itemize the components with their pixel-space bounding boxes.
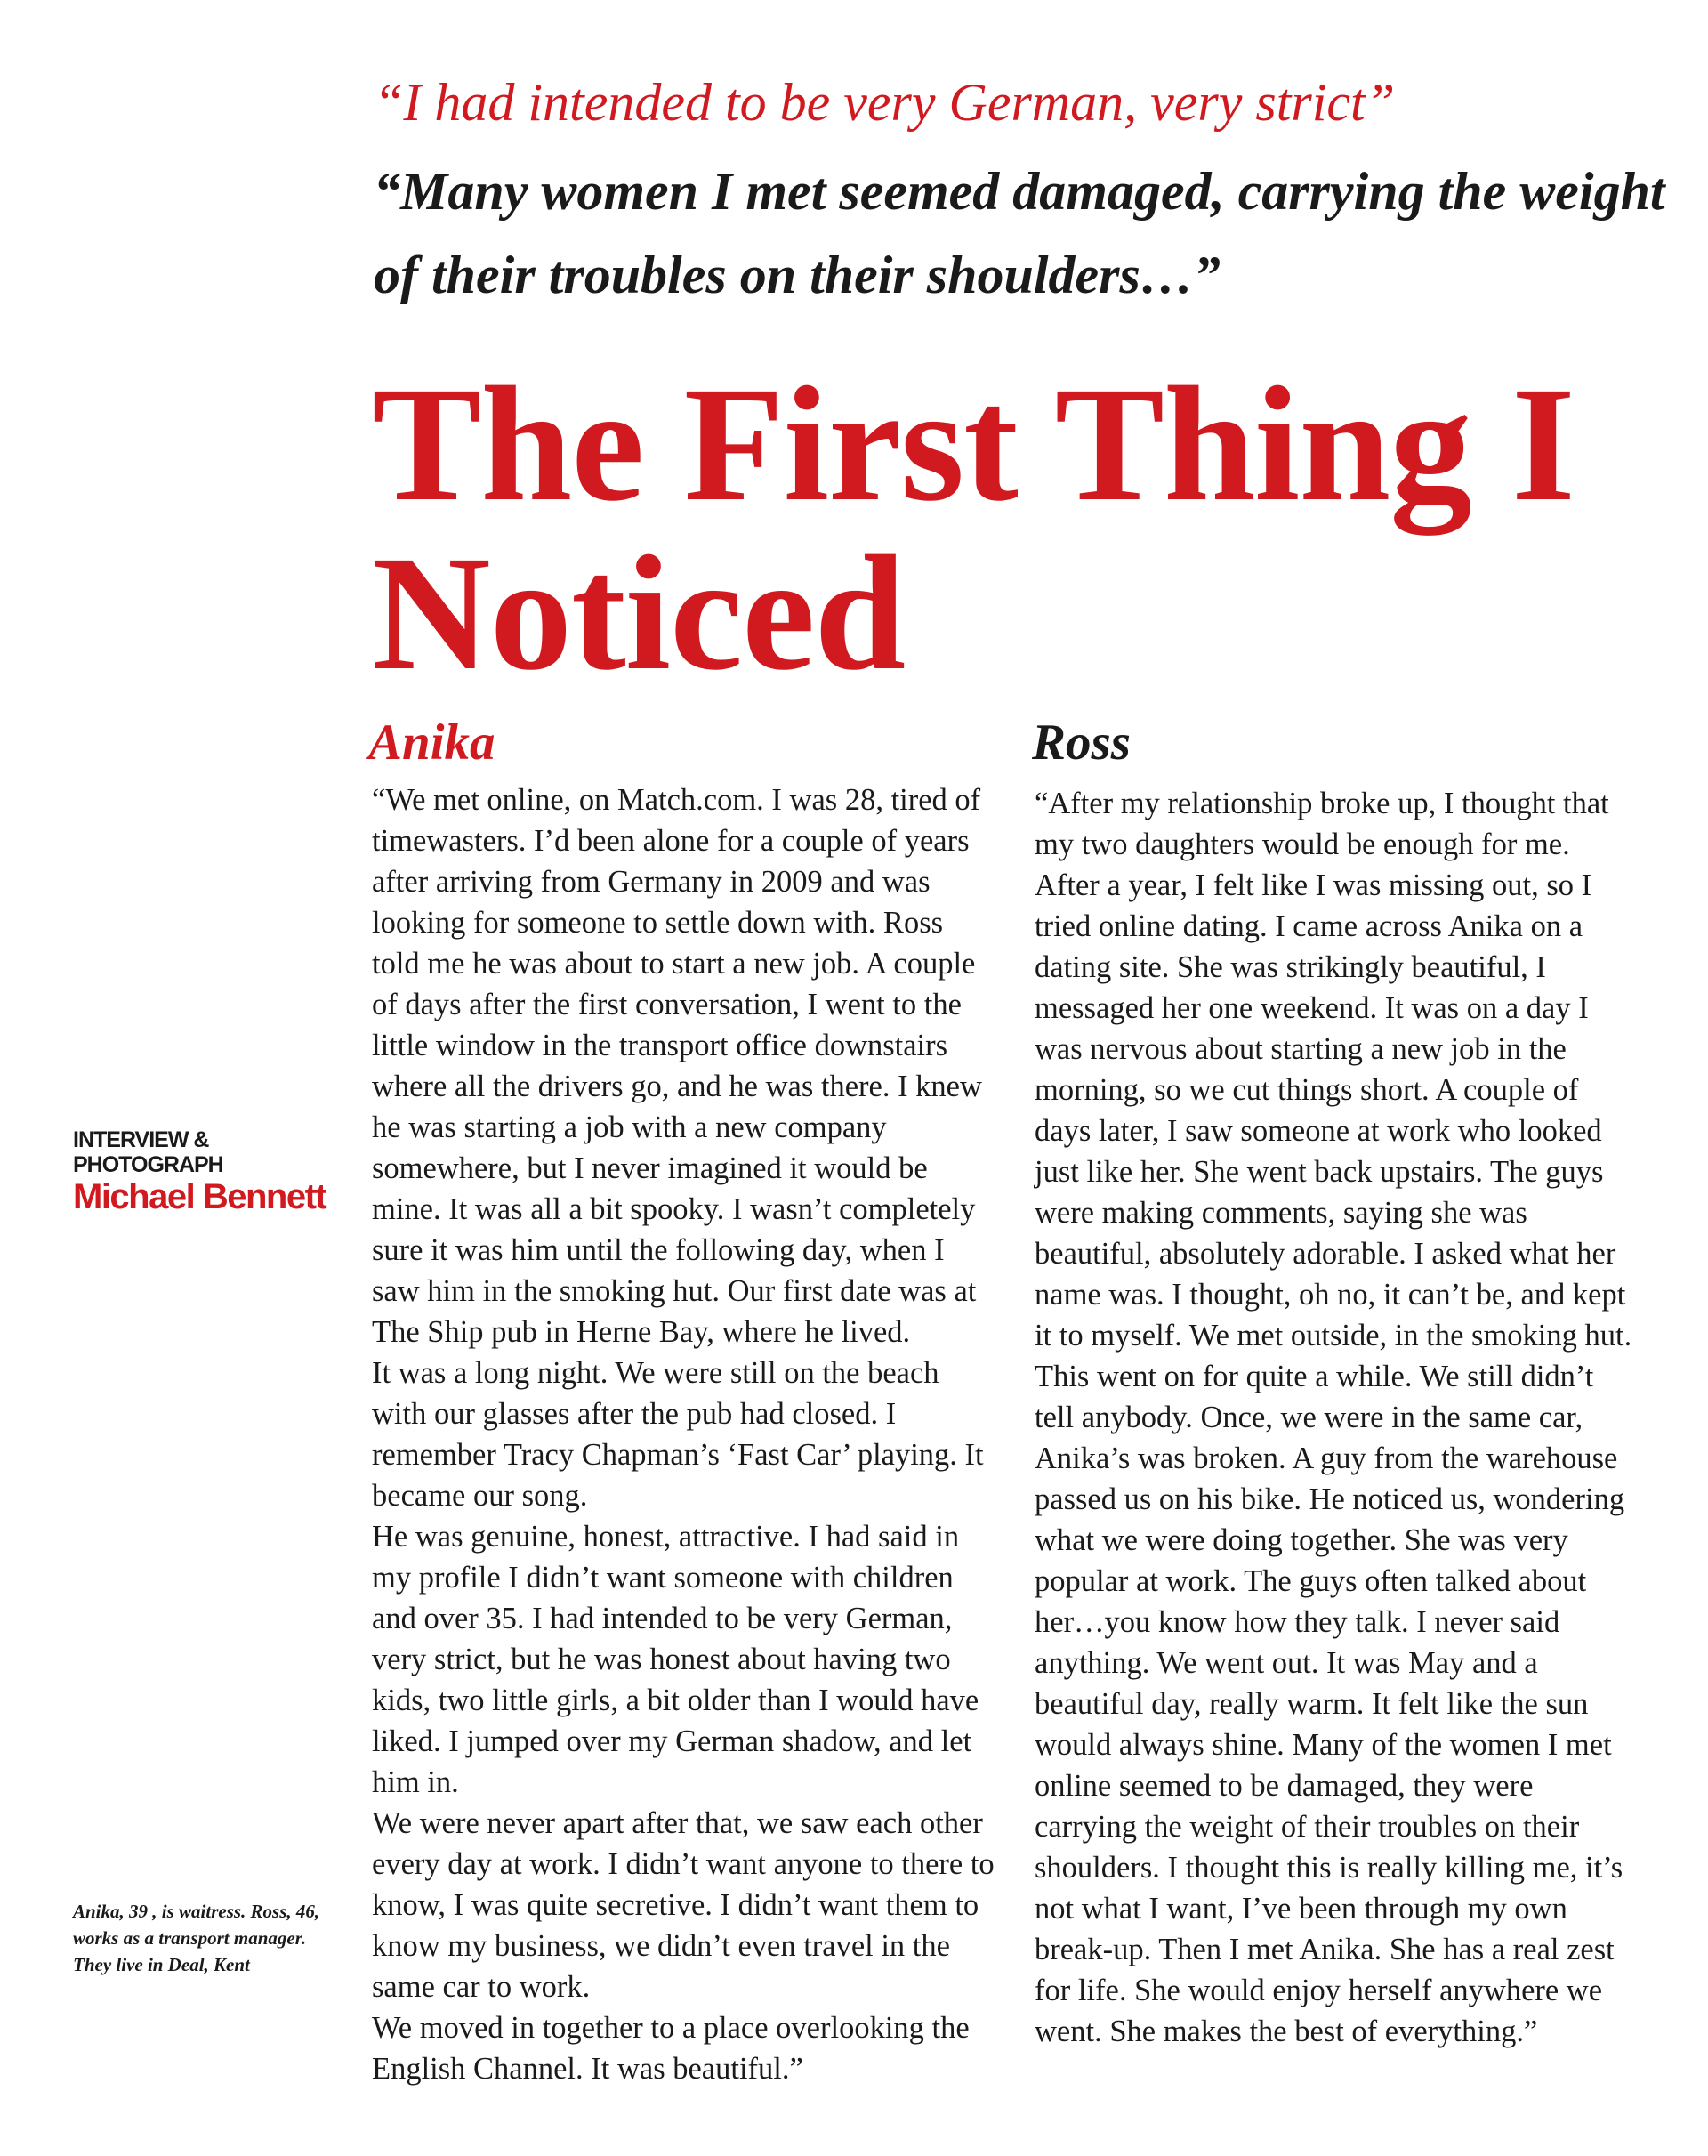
anika-heading: Anika bbox=[368, 715, 495, 771]
ross-heading: Ross bbox=[1032, 715, 1131, 771]
ross-story: “After my relationship broke up, I thought that my two daughters would be enough for me. After a year, I felt like I was missing out, so I tried online dating. I came across Anika on a dating site. She was strikingly beautiful, I messaged her one weekend. It was on a day I was nervous about starting a new job in the morning, so we cut things short. A couple of days later, I saw someone at work who looked just like her. She went back upstairs. The guys were making comments, saying she was beautiful, absolutely adorable. I asked what her name was. I thought, oh no, it can’t be, and kept it to myself. We met outside, in the smoking hut. This went on for quite a while. We still didn’t tell anybody. Once, we were in the same car, Anika’s was broken. A guy from the warehouse passed us on his bike. He noticed us, wondering what we were doing together. She was very popular at work. The guys often talked about her…you know how they talk. I never said anything. We went out. It was May and a beautiful day, really warm. It felt like the sun would always shine. Many of the women I met online seemed to be damaged, they were carrying the weight of their troubles on their shoulders. I thought this is really killing me, it’s not what I want, I’ve been through my own break-up. Then I met Anika. She has a real zest for life. She would enjoy herself anywhere we went. She makes the best of everything.” bbox=[1035, 787, 1632, 2048]
byline-label: INTERVIEW & PHOTOGRAPH bbox=[73, 1127, 223, 1177]
pull-quote-black: “Many women I met seemed damaged, carrying the weight of their troubles on their shoulders…” bbox=[374, 162, 1665, 304]
byline-author: Michael Bennett bbox=[73, 1177, 326, 1216]
pull-quote-red: “I had intended to be very German, very strict” bbox=[374, 73, 1396, 132]
byline bbox=[73, 1128, 340, 1216]
article-title: The First Thing I Noticed bbox=[372, 353, 1575, 705]
anika-story: “We met online, on Match.com. I was 28, tired of timewasters. I’d been alone for a couple of years after arriving from Germany in 2009 and was looking for someone to settle down with. Ross told me he was about to start a new job. A couple of days after the first conversation, I went to the little window in the transport office downstairs where all the drivers go, and he was there. I knew he was starting a job with a new company somewhere, but I never imagined it would be mine. It was all a bit spooky. I wasn’t completely sure it was him until the following day, when I saw him in the smoking hut. Our first date was at The Ship pub in Herne Bay, where he lived. It was a long night. We were still on the beach with our glasses after the pub had closed. I remember Tracy Chapman’s ‘Fast Car’ playing. It became our song. He was genuine, honest, attractive. I had said in my profile I didn’t want someone with children and over 35. I had intended to be very German, very strict, but he was honest about having two kids, two little girls, a bit older than I would have liked. I jumped over my German shadow, and let him in. We were never apart after that, we saw each other every day at work. I didn’t want anyone to there to know, I was quite secretive. I didn’t want them to know my business, we didn’t even travel in the same car to work. We moved in together to a place overlooking the English Channel. It was beautiful.” bbox=[372, 783, 995, 2086]
photo-caption: Anika, 39 , is waitress. Ross, 46, works as a transport manager. They live in Deal, Kent bbox=[73, 1901, 320, 1975]
